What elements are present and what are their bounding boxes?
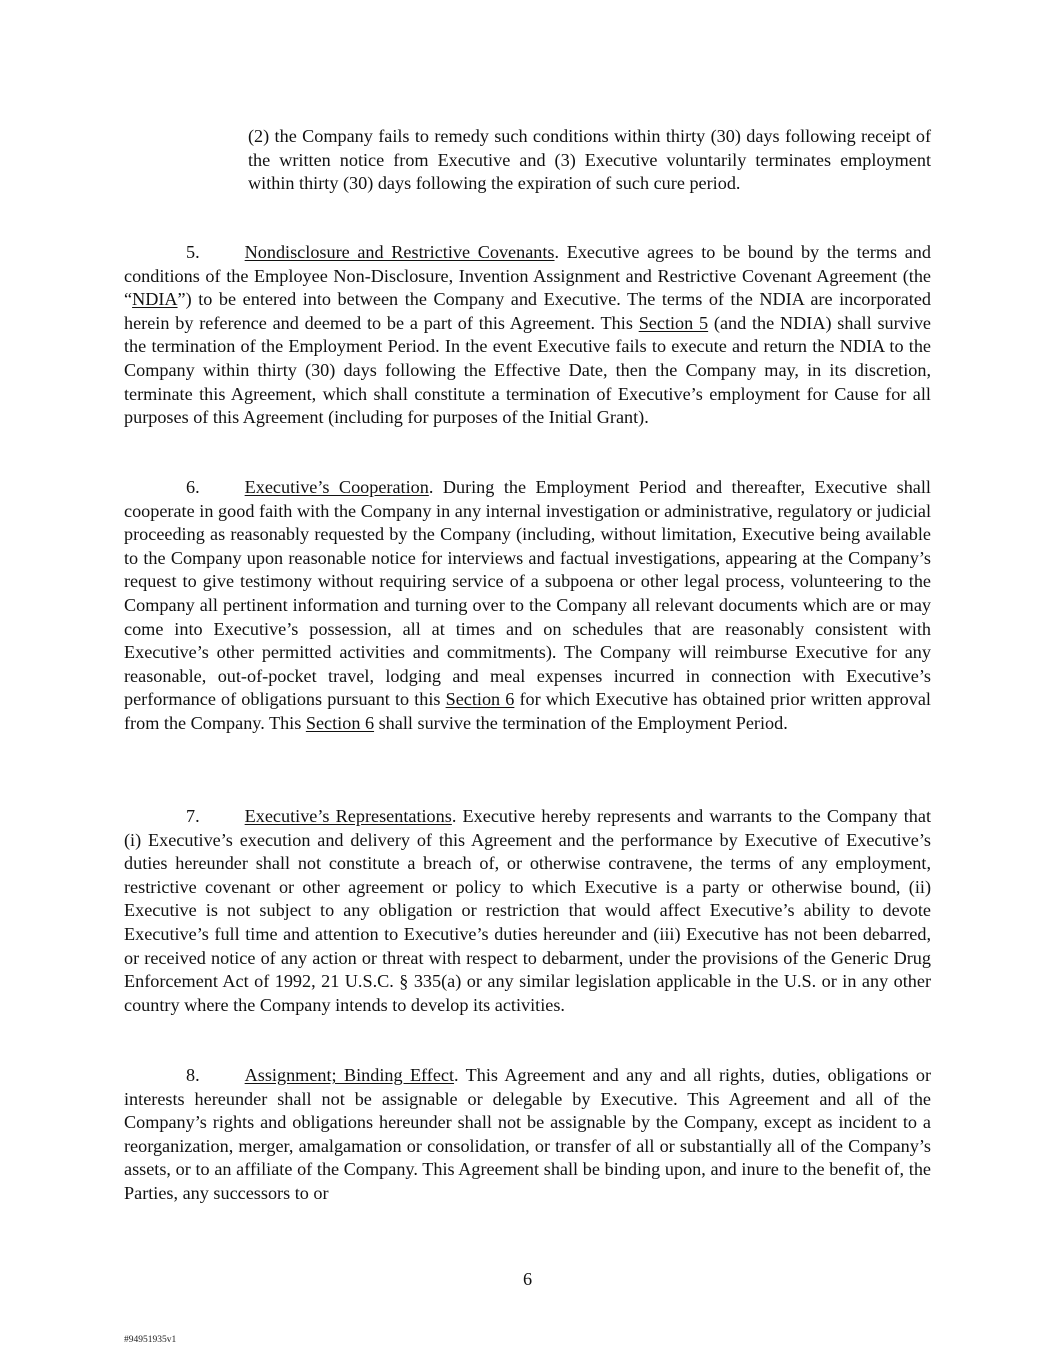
section-5-paragraph [124, 241, 931, 430]
section-text: shall survive the termination of the Employment Period. [374, 712, 788, 733]
section-number: 7. [186, 806, 200, 826]
section-8-paragraph [124, 1064, 931, 1206]
section-text: . Executive hereby represents and warrants to the Company that (i) Executive’s execution and delivery of this Agreement and the performance by Executive of Executive’s duties hereunder shall not constitute a breach of, or otherwise contravene, the terms of any employment, restrictive covenant or other agreement or policy to which Executive is a party or otherwise bound, (ii) Executive is not subject to any obligation or restriction that would affect Executive’s ability to devote Executive’s full time and attention to Executive’s duties hereunder and (iii) Executive has not been debarred, or received notice of any action or threat with respect to debarment, under the provisions of the Generic Drug Enforcement Act of 1992, 21 U.S.C. § 335(a) or any similar legislation applicable in the U.S. or in any other country where the Company intends to develop its activities. [124, 806, 932, 1015]
section-number: 5. [186, 242, 200, 262]
section-text: . During the Employment Period and thereafter, Executive shall cooperate in good faith with the Company in any internal investigation or administrative, regulatory or judicial proceeding as reasonably requested by the Company (including, without limitation, Executive being available to the Company upon reasonable notice for interviews and factual investigations, appearing at the Company’s request to give testimony without requiring service of a subpoena or other legal process, volunteering to the Company all pertinent information and turning over to the Company all relevant documents which are or may come into Executive’s possession, all at times and on schedules that are reasonably consistent with Executive’s other permitted activities and commitments). The Company will reimburse Executive for any reasonable, out-of-pocket travel, lodging and meal expenses incurred in connection with Executive’s performance of obligations pursuant to this [124, 477, 931, 710]
section-heading: Assignment; Binding Effect [244, 1065, 455, 1085]
section-text: (and the NDIA) shall survive the termination of the Employment Period. In the event Executive fails to execute and return the NDIA to the Company within thirty (30) days following the Effective Date, then the Company may, in its discretion, terminate this Agreement, which shall constitute a termination of Executive’s employment for Cause for all purposes of this Agreement (including for purposes of the Initial Grant). [124, 312, 931, 428]
section-text: . This Agreement and any and all rights, duties, obligations or interests hereunder shall not be assignable or delegable by Executive. This Agreement and all of the Company’s rights and obligations hereunder shall not be assignable by the Company, except as incident to a reorganization, merger, amalgamation or consolidation, or transfer of all or substantially all of the Company’s assets, or to an affiliate of the Company. This Agreement shall be binding upon, and inure to the benefit of, the Parties, any successors to or [124, 1065, 931, 1203]
section-7-paragraph [124, 805, 931, 1017]
section-heading: Executive’s Representations [244, 806, 452, 826]
document-id: #94951935v1 [124, 1335, 177, 1345]
section-number: 8. [186, 1065, 200, 1085]
section-number: 6. [186, 477, 200, 497]
section-reference: Section 5 [638, 312, 709, 333]
continuation-paragraph: (2) the Company fails to remedy such conditions within thirty (30) days following receipt of the written notice from Executive and (3) Executive voluntarily terminates employment within thirty (30) days following the expiration of such cure period. [248, 126, 931, 194]
defined-term: NDIA [132, 289, 178, 310]
section-reference: Section 6 [305, 712, 375, 733]
section-6-paragraph [124, 476, 931, 736]
section-heading: Nondisclosure and Restrictive Covenants [244, 242, 555, 262]
section-text: for which Executive has obtained prior written approval from the Company. This [124, 689, 931, 733]
section-heading: Executive’s Cooperation [244, 477, 429, 497]
section-reference: Section 6 [445, 689, 515, 710]
section-text: ”) to be entered into between the Company and Executive. The terms of the NDIA are incorporated herein by reference and deemed to be a part of this Agreement. This [124, 289, 931, 333]
section-text: . Executive agrees to be bound by the terms and conditions of the Employee Non-Disclosure, Invention Assignment and Restrictive Covenant Agreement (the “ [124, 242, 931, 310]
page-number: 6 [522, 1269, 533, 1289]
